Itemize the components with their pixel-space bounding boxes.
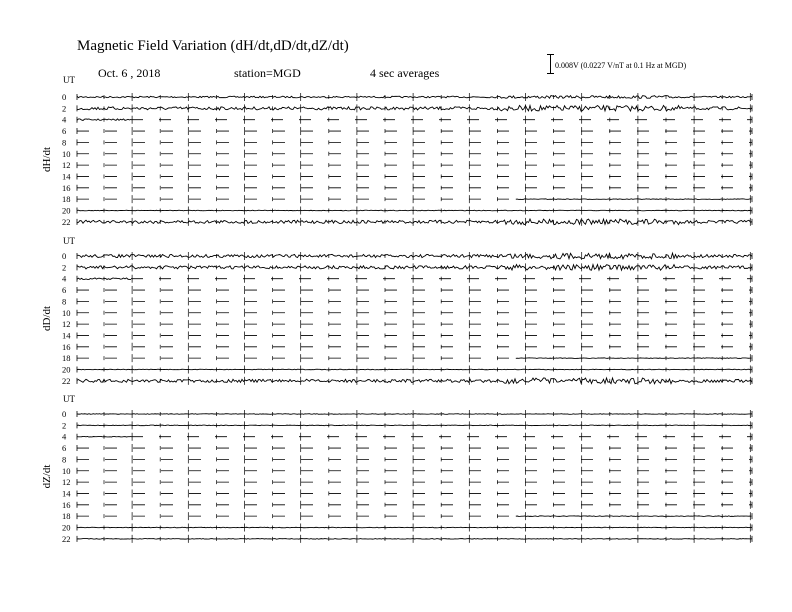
row-time-label: 22 xyxy=(62,375,71,386)
row-time-label: 12 xyxy=(62,477,71,488)
row-time-label: 4 xyxy=(62,114,67,125)
ut-axis-label: UT xyxy=(63,236,75,246)
row-time-label: 4 xyxy=(62,431,67,442)
row-time-label: 18 xyxy=(62,511,71,522)
row-time-label: 16 xyxy=(62,499,71,510)
trace-line xyxy=(77,96,752,99)
station-label: station=MGD xyxy=(234,66,301,80)
trace-line xyxy=(516,516,752,517)
panel-ylabel: dH/dt xyxy=(41,146,53,172)
row-time-label: 22 xyxy=(62,216,71,227)
row-time-label: 14 xyxy=(62,330,71,341)
row-time-label: 12 xyxy=(62,160,71,171)
row-time-label: 6 xyxy=(62,285,67,296)
row-time-label: 16 xyxy=(62,341,71,352)
row-time-label: 12 xyxy=(62,319,71,330)
row-time-label: 22 xyxy=(62,533,71,544)
row-time-label: 0 xyxy=(62,251,67,261)
trace-line xyxy=(77,219,752,225)
row-time-label: 18 xyxy=(62,353,71,364)
row-time-label: 6 xyxy=(62,443,67,454)
row-time-label: 16 xyxy=(62,182,71,193)
trace-line xyxy=(77,378,752,384)
trace-line xyxy=(77,527,752,528)
date-label: Oct. 6 , 2018 xyxy=(98,66,161,80)
trace-line xyxy=(77,369,752,370)
row-time-label: 20 xyxy=(62,364,71,375)
row-time-label: 6 xyxy=(62,126,67,137)
row-time-label: 8 xyxy=(62,296,67,307)
row-time-label: 20 xyxy=(62,522,71,533)
scale-note: 0.008V (0.0227 V/nT at 0.1 Hz at MGD) xyxy=(555,61,687,70)
ut-axis-label: UT xyxy=(63,394,75,404)
trace-line xyxy=(77,253,752,259)
trace-line xyxy=(77,210,752,211)
trace-line xyxy=(77,436,131,437)
trace-line xyxy=(77,414,752,415)
row-time-label: 0 xyxy=(62,409,67,419)
trace-line xyxy=(77,539,752,540)
row-time-label: 8 xyxy=(62,454,67,465)
chart-title: Magnetic Field Variation (dH/dt,dD/dt,dZ/dt) xyxy=(77,38,349,54)
trace-line xyxy=(77,425,752,426)
row-time-label: 0 xyxy=(62,92,67,102)
row-time-label: 10 xyxy=(62,465,71,476)
row-time-label: 14 xyxy=(62,488,71,499)
panel-ylabel: dD/dt xyxy=(41,305,53,331)
trace-line xyxy=(516,358,752,359)
row-time-label: 2 xyxy=(62,420,67,431)
trace-line xyxy=(77,265,752,271)
panel-ylabel: dZ/dt xyxy=(41,464,53,489)
row-time-label: 14 xyxy=(62,171,71,182)
averaging-label: 4 sec averages xyxy=(370,66,440,80)
row-time-label: 4 xyxy=(62,273,67,284)
row-time-label: 8 xyxy=(62,137,67,148)
ut-axis-label: UT xyxy=(63,75,75,85)
row-time-label: 10 xyxy=(62,307,71,318)
row-time-label: 2 xyxy=(62,262,67,273)
trace-line xyxy=(516,199,752,200)
row-time-label: 2 xyxy=(62,103,67,114)
row-time-label: 10 xyxy=(62,148,71,159)
row-time-label: 18 xyxy=(62,194,71,205)
row-time-label: 20 xyxy=(62,205,71,216)
trace-line xyxy=(77,105,752,111)
